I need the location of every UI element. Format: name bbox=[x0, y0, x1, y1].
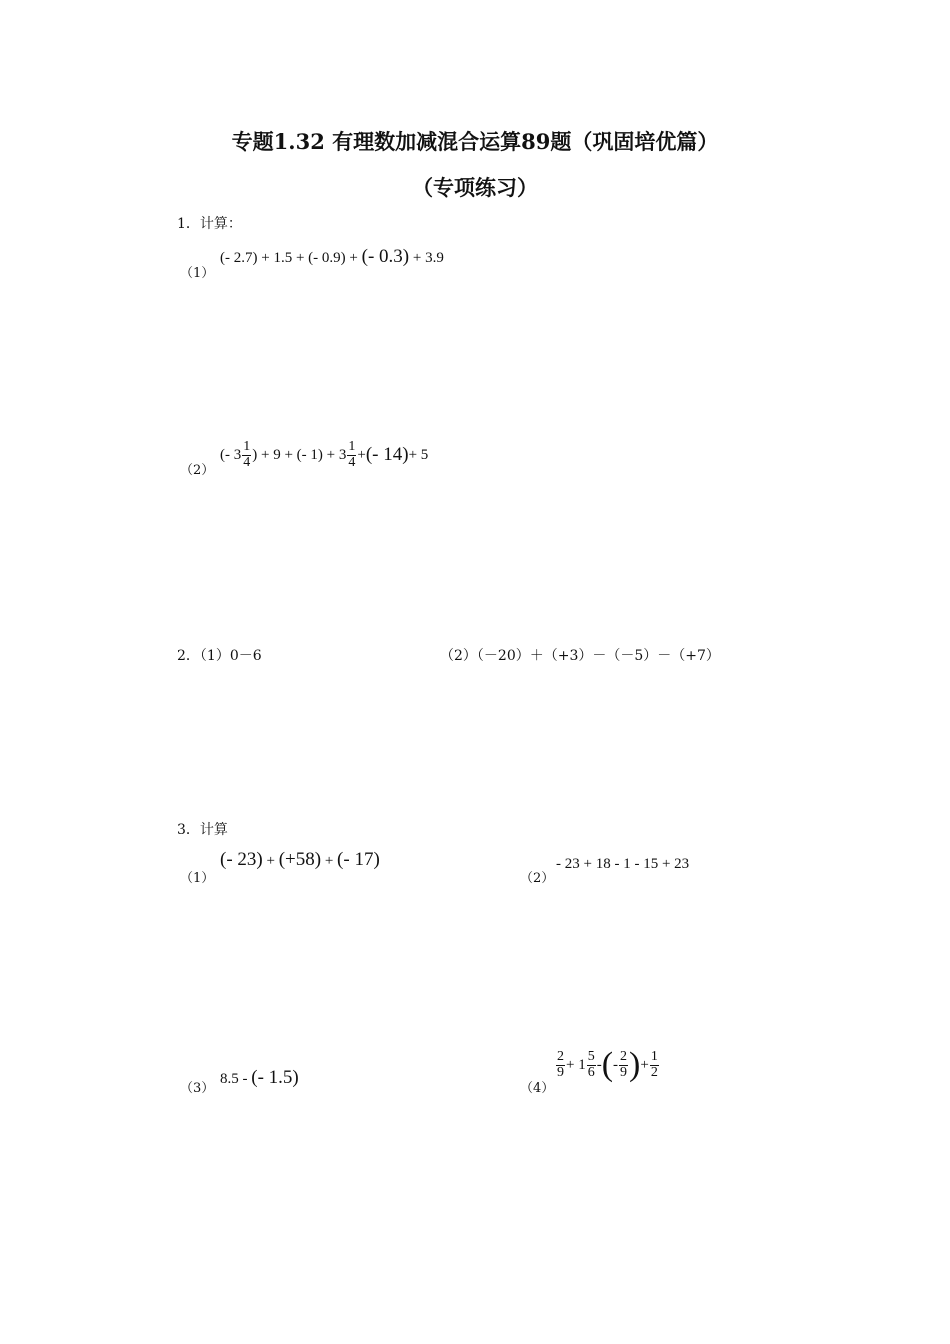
expr-term: (- 3 bbox=[220, 446, 242, 463]
question-1-header bbox=[177, 213, 242, 233]
part-label: （1） bbox=[199, 648, 230, 664]
fraction-numerator: 5 bbox=[587, 1048, 595, 1064]
fraction-denominator: 4 bbox=[243, 454, 251, 470]
expr-term: + 3.9 bbox=[409, 250, 444, 266]
fraction bbox=[619, 1050, 628, 1080]
page-subtitle: （专项练习） bbox=[412, 175, 538, 200]
fraction-denominator: 2 bbox=[650, 1064, 658, 1080]
expr-term: (- 14) bbox=[365, 444, 409, 466]
mixed-number bbox=[220, 440, 428, 470]
fraction bbox=[587, 1050, 596, 1080]
fraction-denominator: 9 bbox=[620, 1064, 628, 1080]
fraction-denominator: 6 bbox=[587, 1064, 595, 1080]
fraction-numerator: 2 bbox=[557, 1048, 564, 1064]
question-prompt: 计算 bbox=[199, 822, 228, 838]
question-number: 2． bbox=[177, 648, 200, 664]
question-3-header bbox=[177, 819, 228, 839]
part-label: （1） bbox=[180, 266, 215, 281]
expr-term: + 1 bbox=[566, 1056, 586, 1073]
q2-part2 bbox=[440, 645, 720, 665]
part-label: （3） bbox=[180, 1081, 215, 1096]
expr-term: (- 17) bbox=[337, 849, 380, 870]
question-prompt: 计算： bbox=[199, 216, 242, 232]
page-title: 专题1.32 有理数加减混合运算89题（巩固培优篇） bbox=[231, 129, 719, 154]
q1-part1-expression bbox=[220, 246, 444, 268]
expr-term: (+58) bbox=[278, 849, 322, 870]
part-label: （2） bbox=[180, 463, 215, 478]
part-label: （1） bbox=[180, 871, 215, 886]
part-label: （4） bbox=[520, 1081, 555, 1096]
expr-term: - bbox=[613, 1056, 619, 1073]
fraction-numerator: 1 bbox=[243, 439, 251, 454]
expr-term: (- 0.9) bbox=[308, 250, 346, 266]
expr-term: 8.5 - bbox=[220, 1071, 252, 1087]
expr-term: + bbox=[321, 853, 338, 869]
q2-part1-expression: 0－6 bbox=[229, 648, 262, 664]
expr-term: (- 2.7) bbox=[220, 250, 258, 266]
fraction bbox=[650, 1050, 659, 1080]
part-label: （2） bbox=[440, 648, 477, 664]
expr-term: + bbox=[262, 853, 279, 869]
fraction-numerator: 2 bbox=[620, 1048, 628, 1064]
expr-term: + 5 bbox=[408, 446, 429, 463]
q3-part2-expression: - 23 + 18 - 1 - 15 + 23 bbox=[556, 856, 690, 872]
fraction-numerator: 1 bbox=[650, 1048, 658, 1064]
part-label: （2） bbox=[520, 871, 555, 886]
question-2-header bbox=[177, 645, 262, 665]
fraction-numerator: 1 bbox=[348, 439, 356, 454]
q3-part4-expression bbox=[555, 1048, 660, 1082]
expr-term: + 1.5 + bbox=[257, 250, 309, 266]
fraction-denominator: 9 bbox=[557, 1064, 564, 1080]
question-number: 1． bbox=[177, 216, 200, 232]
fraction-denominator: 4 bbox=[348, 454, 356, 470]
expr-term: (- 1.5) bbox=[251, 1067, 299, 1088]
expr-term: ) + 9 + (- 1) + 3 bbox=[252, 446, 347, 463]
expr-term: - bbox=[596, 1056, 602, 1073]
right-paren: ) bbox=[629, 1046, 641, 1083]
fraction bbox=[242, 440, 251, 470]
q2-part2-expression: （－20）＋（+3）－（－5）－（+7） bbox=[476, 648, 720, 664]
expr-term: + bbox=[640, 1056, 649, 1073]
q3-part1-expression bbox=[220, 849, 380, 871]
q1-part2-expression bbox=[220, 440, 428, 470]
expr-term: (- 0.3) bbox=[361, 246, 410, 267]
question-number: 3． bbox=[177, 822, 200, 838]
expr-term: (- 23) bbox=[220, 849, 263, 870]
expr-term: + bbox=[357, 446, 366, 463]
q3-part3-expression bbox=[220, 1067, 299, 1089]
left-paren: ( bbox=[601, 1046, 614, 1083]
fraction bbox=[347, 440, 356, 470]
expr-term: + bbox=[345, 250, 362, 266]
fraction bbox=[556, 1050, 565, 1080]
